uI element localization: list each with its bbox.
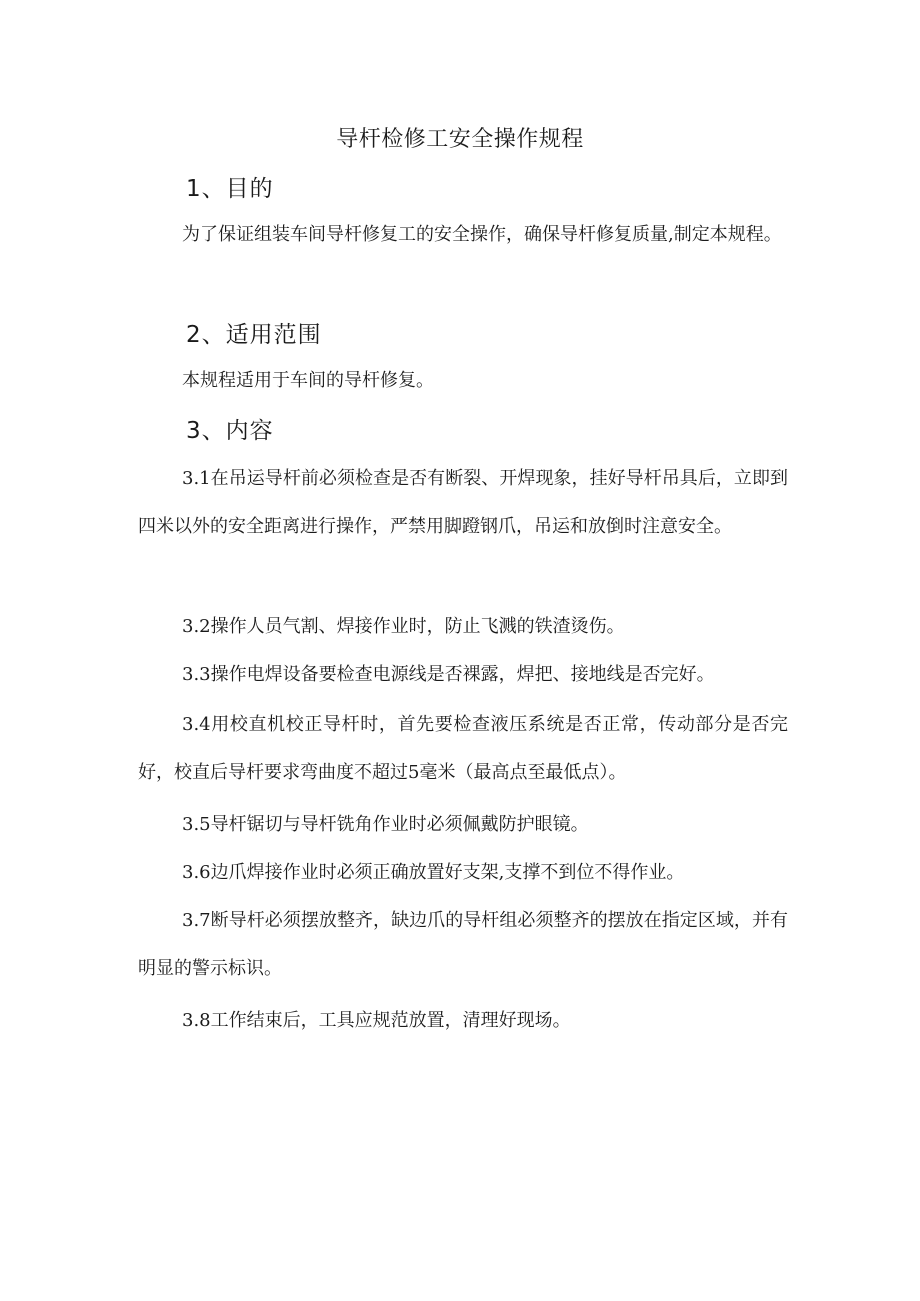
content-item-3-1: 3.1在吊运导杆前必须检查是否有断裂、开焊现象，挂好导杆吊具后，立即到四米以外的安全距离进行操作，严禁用脚蹬钢爪，吊运和放倒时注意安全。 bbox=[138, 468, 788, 537]
content-item-3-8: 3.8工作结束后，工具应规范放置，清理好现场。 bbox=[182, 1010, 571, 1031]
content-item-3-2: 3.2操作人员气割、焊接作业时，防止飞溅的铁渣烫伤。 bbox=[182, 616, 625, 637]
content-item-3-4: 3.4用校直机校正导杆时，首先要检查液压系统是否正常，传动部分是否完好，校直后导杆要求弯曲度不超过5毫米（最高点至最低点）。 bbox=[138, 714, 788, 783]
document-title: 导杆检修工安全操作规程 bbox=[336, 127, 584, 152]
content-item-3-7: 3.7断导杆必须摆放整齐，缺边爪的导杆组必须整齐的摆放在指定区域，并有明显的警示标识。 bbox=[138, 910, 788, 979]
content-item-3-6: 3.6边爪焊接作业时必须正确放置好支架,支撑不到位不得作业。 bbox=[182, 862, 685, 883]
section-heading-content: 3、内容 bbox=[186, 418, 274, 444]
section-heading-scope: 2、适用范围 bbox=[186, 322, 322, 348]
scope-paragraph: 本规程适用于车间的导杆修复。 bbox=[182, 370, 434, 391]
content-item-3-5: 3.5导杆锯切与导杆铣角作业时必须佩戴防护眼镜。 bbox=[182, 814, 589, 835]
section-heading-purpose: 1、目的 bbox=[186, 176, 274, 202]
content-item-3-3: 3.3操作电焊设备要检查电源线是否裸露，焊把、接地线是否完好。 bbox=[182, 664, 715, 685]
purpose-paragraph: 为了保证组装车间导杆修复工的安全操作，确保导杆修复质量,制定本规程。 bbox=[182, 224, 782, 245]
